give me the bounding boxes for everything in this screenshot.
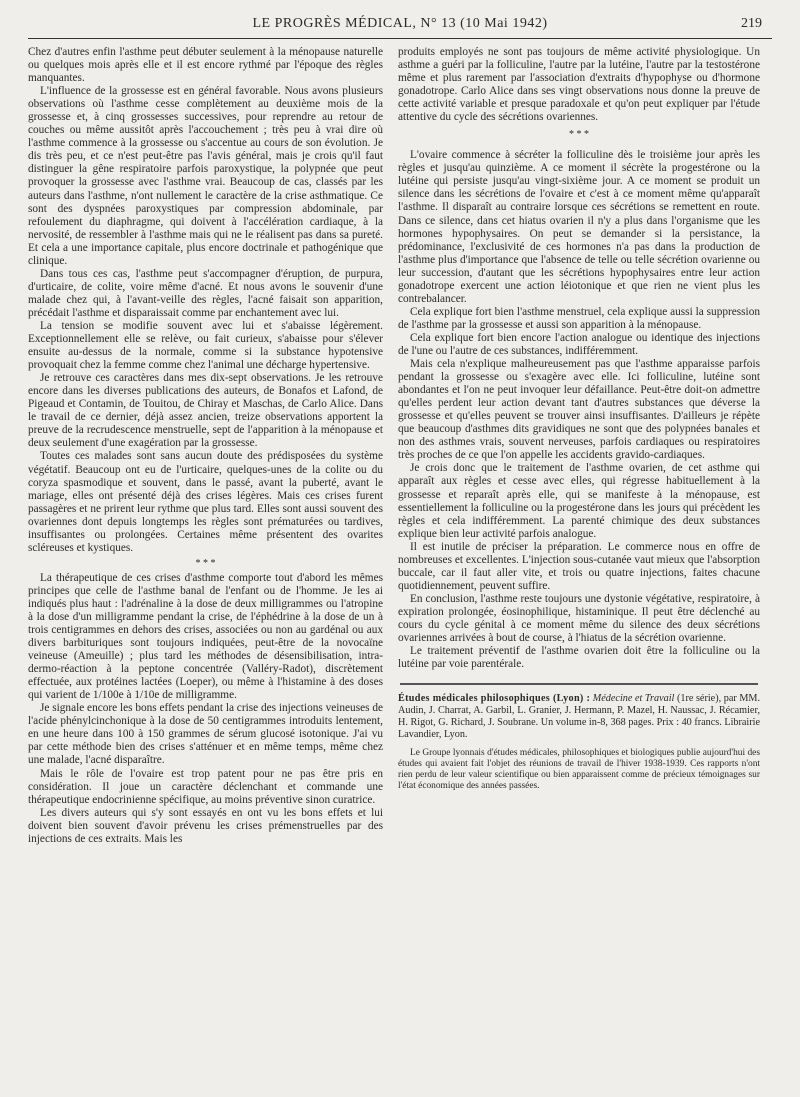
review-separator-rule bbox=[400, 683, 758, 685]
paragraph: L'influence de la grossesse est en général favorable. Nous avons plusieurs observations où l'asthme cesse complètement au deuxième mois de la grossesse et, à cinq grossesses successives, pour reprendre au retour de couches ou même aussitôt après l'accouchement ; très peu à vrai dire où l'asthme commence à la grossesse ou s'accentue au cours de son évolution. Je dis très peu, et ce n'est peut-être pas l'avis général, mais je crois qu'il faut distinguer la gêne respiratoire parfois paroxystique, la polypnée que peut provoquer la grossesse avec l'asthme vrai. Beaucoup de cas, classés par les auteurs dans l'asthme, n'ont nullement le caractère de la crise asthmatique. Ce sont des dyspnées paroxystiques par compression abdominale, par refoulement du diaphragme, qui doivent à l'accélération cardiaque, à la nervosité, de ressembler à l'asthme mais qui ne le réalisent pas dans sa pureté. Et cela a une importance capitale, plus encore doctrinale et pathogénique que clinique. bbox=[28, 85, 383, 267]
section-separator: * * * bbox=[195, 557, 216, 569]
paragraph: Cela explique fort bien l'asthme menstruel, cela explique aussi la suppression de l'asthme par la grossesse et aussi son apparition à la ménopause. bbox=[398, 305, 760, 331]
review-heading: Études médicales philosophiques (Lyon) : bbox=[398, 693, 591, 705]
review-title: Médecine et Travail bbox=[592, 693, 675, 705]
paragraph: Toutes ces malades sont sans aucun doute des prédisposées du système végétatif. Beaucoup ont eu de l'urticaire, quelques-unes de la colite ou du coryza spasmodique et souvent, dans le passé, avant la puberté, avant le mariage, elles ont présenté déjà des crises légères. Mais ces crises furent passagères et ne prirent leur rythme que plus tard. Elles sont aussi souvent des ovariennes dont depuis longtemps les règles sont prématurées ou tardives, insuffisantes ou prolongées. Certaines même présentent des ovarites scléreuses et kystiques. bbox=[28, 450, 383, 554]
paragraph: Dans tous ces cas, l'asthme peut s'accompagner d'éruption, de purpura, d'urticaire, de colite, voire même d'acné. Et nous avons le souvenir d'une malade chez qui, à l'avant-veille des règles, l'acné faisait son apparition, précédait l'asthme et disparaissait comme par enchantement avec lui. bbox=[28, 267, 383, 319]
paragraph: Chez d'autres enfin l'asthme peut débuter seulement à la ménopause naturelle ou quelques mois après elle et il est encore rythmé par l'époque des règles manquantes. bbox=[28, 46, 383, 85]
paragraph: Cela explique fort bien encore l'action analogue ou identique des injections de l'une ou l'autre de ces substances, indifféremment. bbox=[398, 331, 760, 357]
review-body: (1re série), par MM. Audin, J. Charrat, A. Garbil, L. Granier, J. Hermann, P. Mazel, H. Naussac, J. Récamier, H. Rigot, G. Richard, J. Soubrane. Un volume in-8, 368 pages. Prix : 40 francs. Librairie Lavandier, Lyon. bbox=[398, 693, 760, 740]
paragraph: L'ovaire commence à sécréter la folliculine dès le troisième jour après les règles et jusqu'au quinzième. A ce moment il sécrète la progestérone ou la lutéine qui persiste jusqu'au vingt-sixième jour. A ce moment se produit un silence dans les sécrétions de l'ovaire et c'est à ce moment même qu'apparaît l'asthme. Il disparaît au contraire lorsque ces sécrétions se remettent en route. Dans ce silence, dans cet hiatus ovarien il n'y a plus dans l'organisme que les hormones hypophysaires. On peut se demander si la persistance, la prédominance, l'exclusivité de ces hormones n'a pas dans la production de l'asthme plus d'importance que l'absence de telle ou telle sécrétion ovarienne ou leur succession, d'autant que les sécrétions hypophysaires entre leur action gonadotrope exercent une action léiotonique et que rien ne vient plus les contrebalancer. bbox=[398, 149, 760, 305]
header-rule bbox=[28, 38, 772, 39]
section-separator: * * * bbox=[569, 129, 589, 141]
book-review bbox=[398, 693, 760, 740]
page-header bbox=[28, 16, 772, 38]
paragraph: En conclusion, l'asthme reste toujours une dystonie végétative, respiratoire, à expiration prolongée, éosinophilique, histaminique. Il peut être déclenché au cours du cycle génital à ce moment même du silence des deux sécrétions ovariennes arrivées à bout de course, à l'hiatus de la sécrétion ovarienne. bbox=[398, 592, 760, 645]
paragraph: Je retrouve ces caractères dans mes dix-sept observations. Je les retrouve encore dans les diverses publications des auteurs, de Bonafos et Lafond, de Pigeaud et Contamin, de Touitou, de Chiray et Maschas, de Carlo Alice. Dans le travail de ce dernier, déjà assez ancien, treize observations apportent la preuve de la recrudescence menstruelle, sept de l'apparition à la ménopause et deux seulement d'une exagération par la grossesse. bbox=[28, 372, 383, 450]
paragraph: Il est inutile de préciser la préparation. Le commerce nous en offre de nombreuses et excellentes. L'injection sous-cutanée vaut mieux que l'absorption buccale, car il faut aller vite, et trois ou quatre injections, faites chacune quotidiennement, peuvent suffire. bbox=[398, 540, 760, 592]
paragraph: produits employés ne sont pas toujours de même activité physiologique. Un asthme a guéri par la folliculine, l'autre par la lutéine, l'autre par la testostérone même et plus rarement par l'association d'extraits d'hypophyse ou d'hormone gonadotrope. Carlo Alice dans ses vingt observations nous donne la preuve de cette activité variable et presque paradoxale et qu'on peut expliquer par l'étude attentive du cycle des sécrétions ovariennes. bbox=[398, 46, 760, 124]
journal-title: LE PROGRÈS MÉDICAL, N° 13 (10 Mai 1942) bbox=[252, 16, 548, 31]
page-number: 219 bbox=[741, 16, 762, 31]
paragraph: La tension se modifie souvent avec lui et s'abaisse légèrement. Exceptionnellement elle se relève, ou fait curieux, s'abaisse pour s'élever ensuite au-dessus de la normale, comme si la substance hypotensive provoquait chez la femme comme chez l'animal une décharge hypertensive. bbox=[28, 319, 383, 372]
left-column bbox=[28, 46, 383, 1061]
paragraph: Mais cela n'explique malheureusement pas que l'asthme apparaisse parfois pendant la grossesse ou s'exagère avec elle. Ici folliculine, lutéine sont abondantes et l'on ne peut invoquer leur défaillance. Peut-être doit-on admettre qu'elles perdent leur action devant tant d'autres substances que déverse la grossesse et qu'elles peuvent se trouver ainsi insuffisantes. D'ailleurs je répète que beaucoup d'asthmes dits gravidiques ne sont que des polypnées banales et non des asthmes vrais, souvent nerveuses, parfois cardiaques ou respiratoires très proches de ce que l'on appelle les accidents gravido-cardiaques. bbox=[398, 358, 760, 462]
paragraph: Mais le rôle de l'ovaire est trop patent pour ne pas être pris en considération. Il joue un caractère déclenchant et commande une thérapeutique endocrinienne spécifique, au moins préventive sinon curatrice. bbox=[28, 767, 383, 806]
paragraph: La thérapeutique de ces crises d'asthme comporte tout d'abord les mêmes principes que celle de l'asthme banal de l'enfant ou de l'homme. Je les ai indiqués plus haut : l'adrénaline à la dose de deux milligrammes ou l'atropine à la dose d'un milligramme pendant la crise, de l'éphédrine à la dose de un à trois centigrammes en dehors des crises, associées ou non au gardénal ou aux divers barbituriques sont toujours indiquées, peut-être de la novocaïne veineuse (Ameuille) ; plus tard les méthodes de désensibilisation, intra-dermo-réaction à la peptone concentrée (Valléry-Radot), discrètement effectuée, aux protéines lactées (Loeper), ou même à l'histamine à des doses qui varient de 1/100e à 1/10e de milligramme. bbox=[28, 571, 383, 702]
paragraph: Je signale encore les bons effets pendant la crise des injections veineuses de l'acide phénylcinchonique à la dose de 50 centigrammes introduits lentement, en une heure dans 100 à 150 grammes de sérum glucosé isotonique. J'ai vu par cette méthode bien des crises s'atténuer et en même temps, même chez une malade, l'acné disparaître. bbox=[28, 702, 383, 767]
paragraph: Le traitement préventif de l'asthme ovarien doit être la folliculine ou la lutéine par voie parentérale. bbox=[398, 645, 760, 671]
review-note: Le Groupe lyonnais d'études médicales, philosophiques et biologiques publie aujourd'hui des études qui avaient fait l'objet des réunions de travail de l'hiver 1938-1939. Ces rapports n'ont rien perdu de leur valeur scientifique ou bien apparaissent comme de précieux témoignages sur l'état économique des années passées. bbox=[398, 748, 760, 792]
right-column bbox=[398, 46, 760, 1061]
paragraph: Les divers auteurs qui s'y sont essayés en ont vu les bons effets et lui doivent bien souvent d'avoir prévenu les crises prémenstruelles par des injections de ces extraits. Mais les bbox=[28, 806, 383, 845]
paragraph: Je crois donc que le traitement de l'asthme ovarien, de cet asthme qui apparaît aux règles et cesse avec elles, qui régresse habituellement à la grossesse et reparaît après elle, qui se manifeste à la ménopause, est essentiellement la folliculine ou la progestérone dans les jours qui précèdent les règles et cela indifféremment. La parenté chimique des deux substances explique bien leur activité parfois analogue. bbox=[398, 462, 760, 540]
